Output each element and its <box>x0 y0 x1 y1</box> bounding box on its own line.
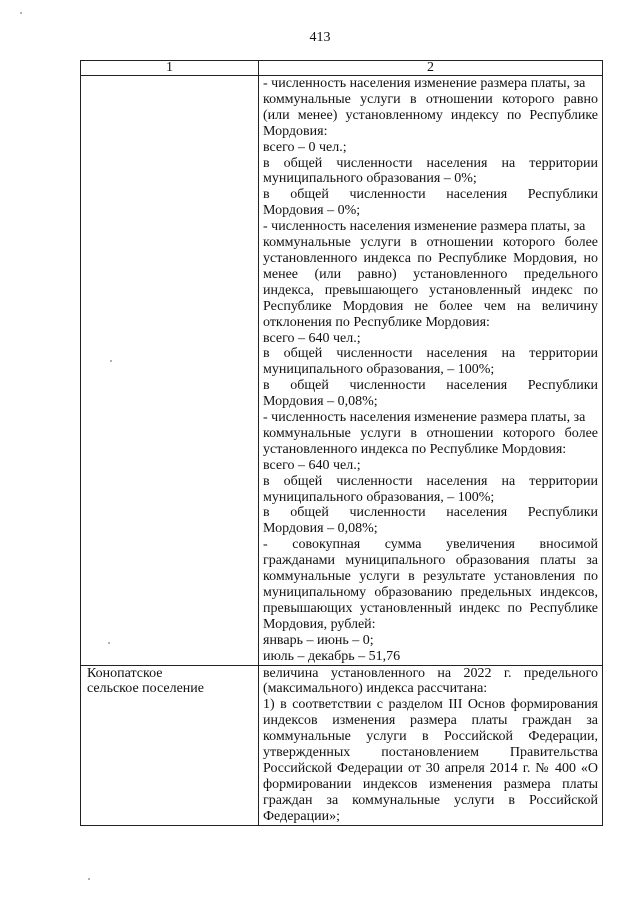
row1-text-line: коммунальные услуги в отношении которого равно <box>263 91 598 107</box>
row1-text-line: всего – 640 чел.; <box>263 457 361 473</box>
row1-text-line: в общей численности населения на территории <box>263 346 598 362</box>
row1-text-line: в общей численности населения Республики <box>263 187 598 203</box>
row1-col2-cell <box>259 76 603 666</box>
row1-text-line: менее (или равно) установленного предельного <box>263 266 598 282</box>
row1-col1-cell <box>81 76 259 666</box>
row2-text-line: 1) в соответствии с разделом III Основ формирования <box>263 697 598 713</box>
row1-text-line: индекса, превышающего установленный индекс по <box>263 282 598 298</box>
row1-text-line: установленного индекса по Республике Мордовия: <box>263 441 567 457</box>
row2-col1-cell <box>81 665 259 825</box>
row1-text-line: Мордовия – 0,08%; <box>263 521 378 537</box>
row1-text-line: муниципального образования, – 100%; <box>263 362 495 378</box>
row1-text-line: в общей численности населения Республики <box>263 378 598 394</box>
row1-text-line: отклонения по Республике Мордовия: <box>263 314 490 330</box>
row1-text-line: - численность населения изменение размера платы, за <box>263 219 586 235</box>
scan-speck <box>88 878 90 880</box>
page-number: 413 <box>309 30 331 45</box>
column-header-2: 2 <box>259 61 603 76</box>
row2-col2-cell <box>259 665 603 825</box>
row2-text-line: индексов изменения размера платы граждан за <box>263 713 598 729</box>
row1-text-line: гражданами муниципального образования платы за <box>263 553 598 569</box>
row2-text-line: коммунальные услуги в Российской Федерации, <box>263 729 598 745</box>
municipality-type-line: сельское поселение <box>87 681 204 697</box>
row2-text-line: величина установленного на 2022 г. предельного <box>263 665 598 681</box>
row1-text-line: - численность населения изменение размера платы, за <box>263 410 586 426</box>
table-row <box>81 665 603 825</box>
row2-text-line: утвержденных постановлением Правительства <box>263 745 598 761</box>
row1-text-line: муниципального образования, – 100%; <box>263 489 495 505</box>
scan-speck <box>108 642 110 644</box>
row2-text-line: Федерации»; <box>263 808 341 824</box>
row1-text-line: всего – 0 чел.; <box>263 139 347 155</box>
row1-text-line: коммунальные услуги в результате установления по <box>263 569 598 585</box>
row1-text-line: Мордовия: <box>263 123 328 139</box>
row2-text-line: (максимального) индекса рассчитана: <box>263 681 488 697</box>
row1-text-line: муниципальному образованию предельных индексов, <box>263 585 598 600</box>
table-header-row <box>81 61 603 76</box>
scan-speck <box>20 12 22 14</box>
row1-text-block <box>263 76 598 665</box>
row1-text-line: муниципального образования – 0%; <box>263 171 477 187</box>
row1-text-line: в общей численности населения на территории <box>263 155 598 171</box>
row1-text-line: июль – декабрь – 51,76 <box>263 648 401 664</box>
row1-text-line: в общей численности населения Республики <box>263 505 598 521</box>
row2-text-line: Российской Федерации от 30 апреля 2014 г. № 400 «О <box>263 760 598 776</box>
row1-text-line: - численность населения изменение размера платы, за <box>263 76 586 91</box>
row1-text-line: коммунальные услуги в отношении которого более <box>263 235 598 251</box>
row1-text-line: в общей численности населения на территории <box>263 473 598 489</box>
row1-text-line: превышающих установленный индекс по Республике <box>263 600 598 616</box>
document-table <box>80 60 603 826</box>
row1-text-line: Мордовия – 0%; <box>263 203 361 219</box>
row2-text-line: формировании индексов изменения размера платы <box>263 776 598 792</box>
row1-text-line: коммунальные услуги в отношении которого более <box>263 425 598 441</box>
row1-text-line: - совокупная сумма увеличения вносимой <box>263 537 598 553</box>
row1-text-line: январь – июнь – 0; <box>263 632 374 648</box>
row1-text-line: (или менее) установленному индексу по Республике <box>263 107 598 123</box>
row1-text-line: Мордовия – 0,08%; <box>263 394 378 410</box>
scan-speck <box>110 360 112 362</box>
municipality-name-line: Конопатское <box>87 665 163 681</box>
row1-text-line: Республике Мордовия не более чем на величину <box>263 298 598 314</box>
row2-text-line: граждан за коммунальные услуги в Российской <box>263 792 598 808</box>
row1-text-line: всего – 640 чел.; <box>263 330 361 346</box>
row2-text-block <box>263 666 598 825</box>
table-row <box>81 76 603 666</box>
row1-text-line: Мордовия, рублей: <box>263 616 376 632</box>
column-header-1: 1 <box>81 61 259 76</box>
row1-text-line: установленного индекса по Республике Мордовия, но <box>263 250 598 266</box>
